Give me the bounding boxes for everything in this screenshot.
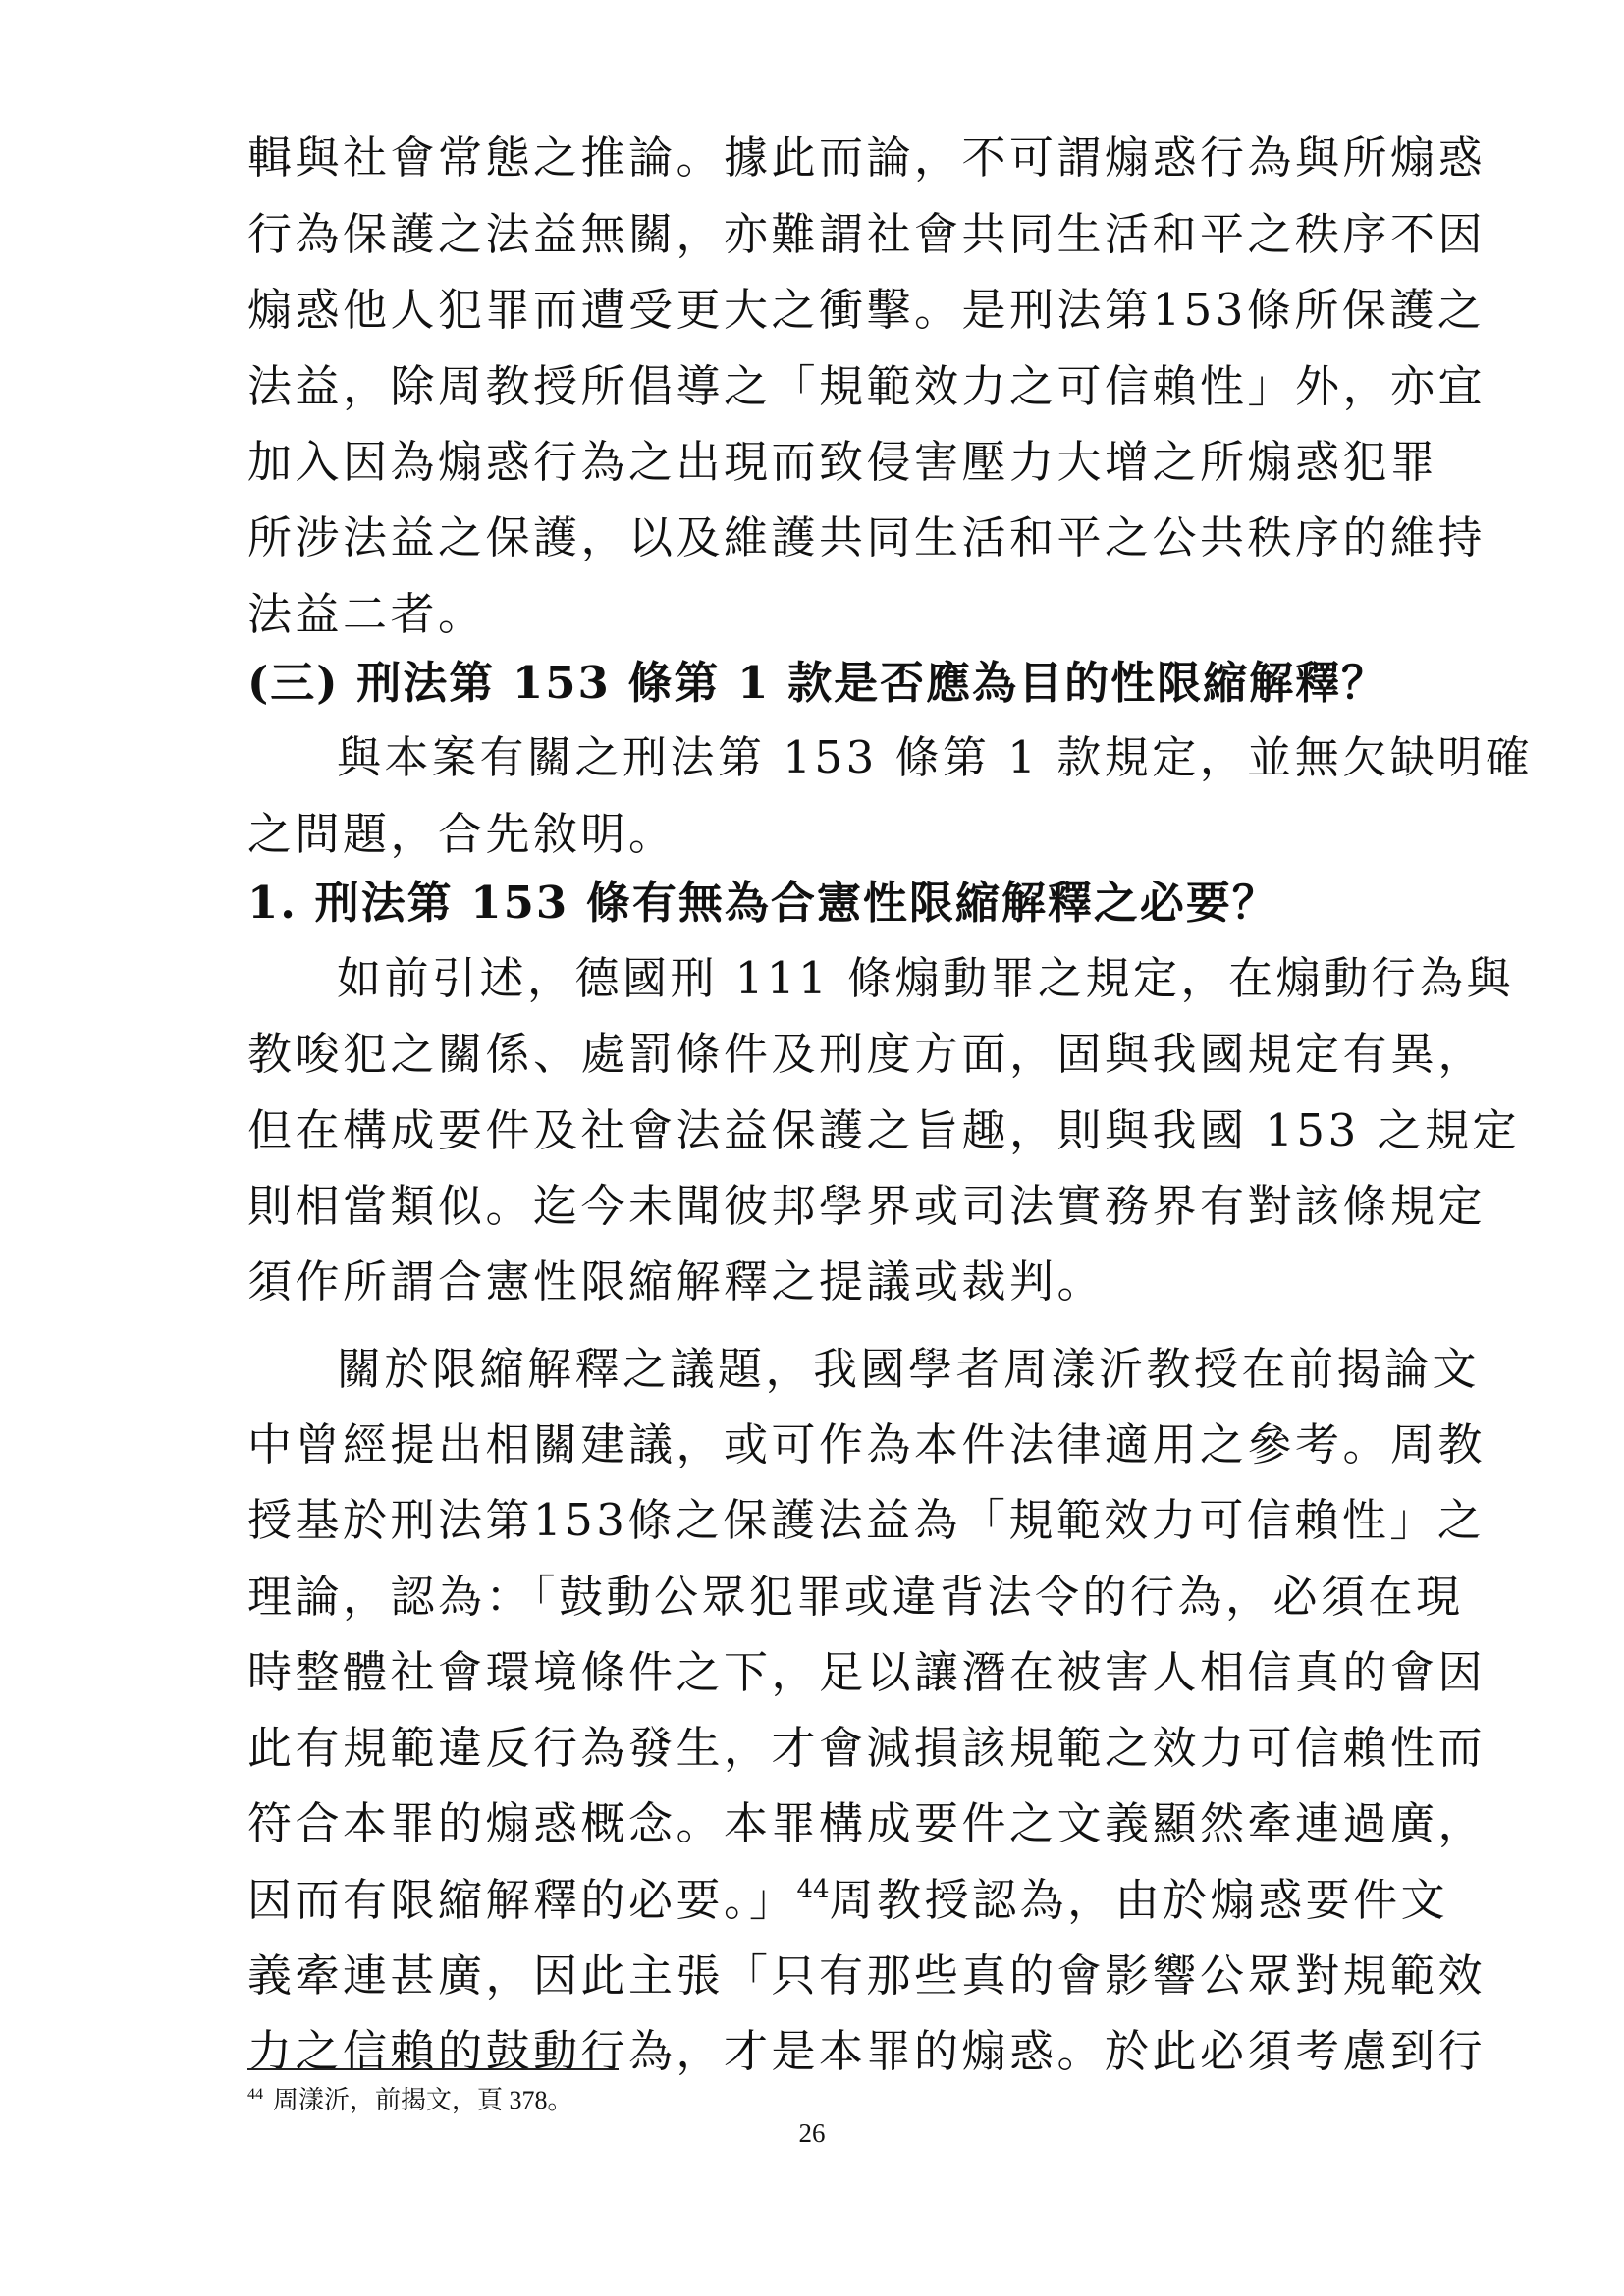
text-line: 與本案有關之刑法第 153 條第 1 款規定，並無欠缺明確 [337,731,1534,783]
section-heading: (三) 刑法第 153 條第 1 款是否應為目的性限縮解釋？ [247,657,1388,709]
footnote-separator [247,2068,619,2070]
text-fragment: 因而有限縮解釋的必要。」 [247,1874,797,1926]
text-line: 法益，除周教授所倡導之「規範效力之可信賴性」外，亦宜 [247,360,1487,412]
footnote-text: 周漾沂，前揭文，頁 378。 [273,2086,573,2114]
text-line: 時整體社會環境條件之下，足以讓潛在被害人相信真的會因 [247,1646,1487,1698]
text-line: 煽惑他人犯罪而遭受更大之衝擊。是刑法第153條所保護之 [247,284,1486,336]
text-line: 力之信賴的鼓動行為，才是本罪的煽惑。於此必須考慮到行 [247,2025,1487,2077]
text-line: 授基於刑法第153條之保護法益為「規範效力可信賴性」之 [247,1494,1486,1546]
text-line: 符合本罪的煽惑概念。本罪構成要件之文義顯然牽連過廣， [247,1797,1487,1849]
text-line: 此有規範違反行為發生，才會減損該規範之效力可信賴性而 [247,1722,1487,1774]
text-line: 須作所謂合憲性限縮解釋之提議或裁判。 [247,1255,1106,1308]
text-line-with-footnote [247,1861,1449,1940]
text-line: 加入因為煽惑行為之出現而致侵害壓力大增之所煽惑犯罪 [247,436,1438,488]
subsection-heading: 1. 刑法第 153 條有無為合憲性限縮解釋之必要？ [247,877,1278,929]
text-fragment: 周教授認為，由於煽惑要件文 [829,1874,1449,1926]
text-line: 義牽連甚廣，因此主張「只有那些真的會影響公眾對規範效 [247,1949,1487,2002]
text-line: 行為保護之法益無關，亦難謂社會共同生活和平之秩序不因 [247,208,1487,260]
text-line: 理論，認為：「鼓動公眾犯罪或違背法令的行為，必須在現 [247,1571,1464,1623]
text-line: 如前引述，德國刑 111 條煽動罪之規定，在煽動行為與 [337,952,1515,1004]
text-line: 之問題，合先敘明。 [247,808,677,860]
text-line: 輯與社會常態之推論。據此而論，不可謂煽惑行為與所煽惑 [247,132,1487,184]
text-line: 但在構成要件及社會法益保護之旨趣，則與我國 153 之規定 [247,1104,1521,1156]
page-number: 26 [798,2118,826,2148]
footnote-reference[interactable]: 44 [796,1875,830,1904]
text-line: 關於限縮解釋之議題，我國學者周漾沂教授在前揭論文 [337,1343,1481,1395]
footnote-number: 44 [247,2086,263,2103]
text-line: 法益二者。 [247,588,486,640]
text-line: 所涉法益之保護，以及維護共同生活和平之公共秩序的維持 [247,511,1487,563]
text-line: 中曾經提出相關建議，或可作為本件法律適用之參考。周教 [247,1418,1487,1470]
text-line: 則相當類似。迄今未聞彼邦學界或司法實務界有對該條規定 [247,1180,1487,1232]
text-line: 教唆犯之關係、處罰條件及刑度方面，固與我國規定有異， [247,1028,1487,1080]
